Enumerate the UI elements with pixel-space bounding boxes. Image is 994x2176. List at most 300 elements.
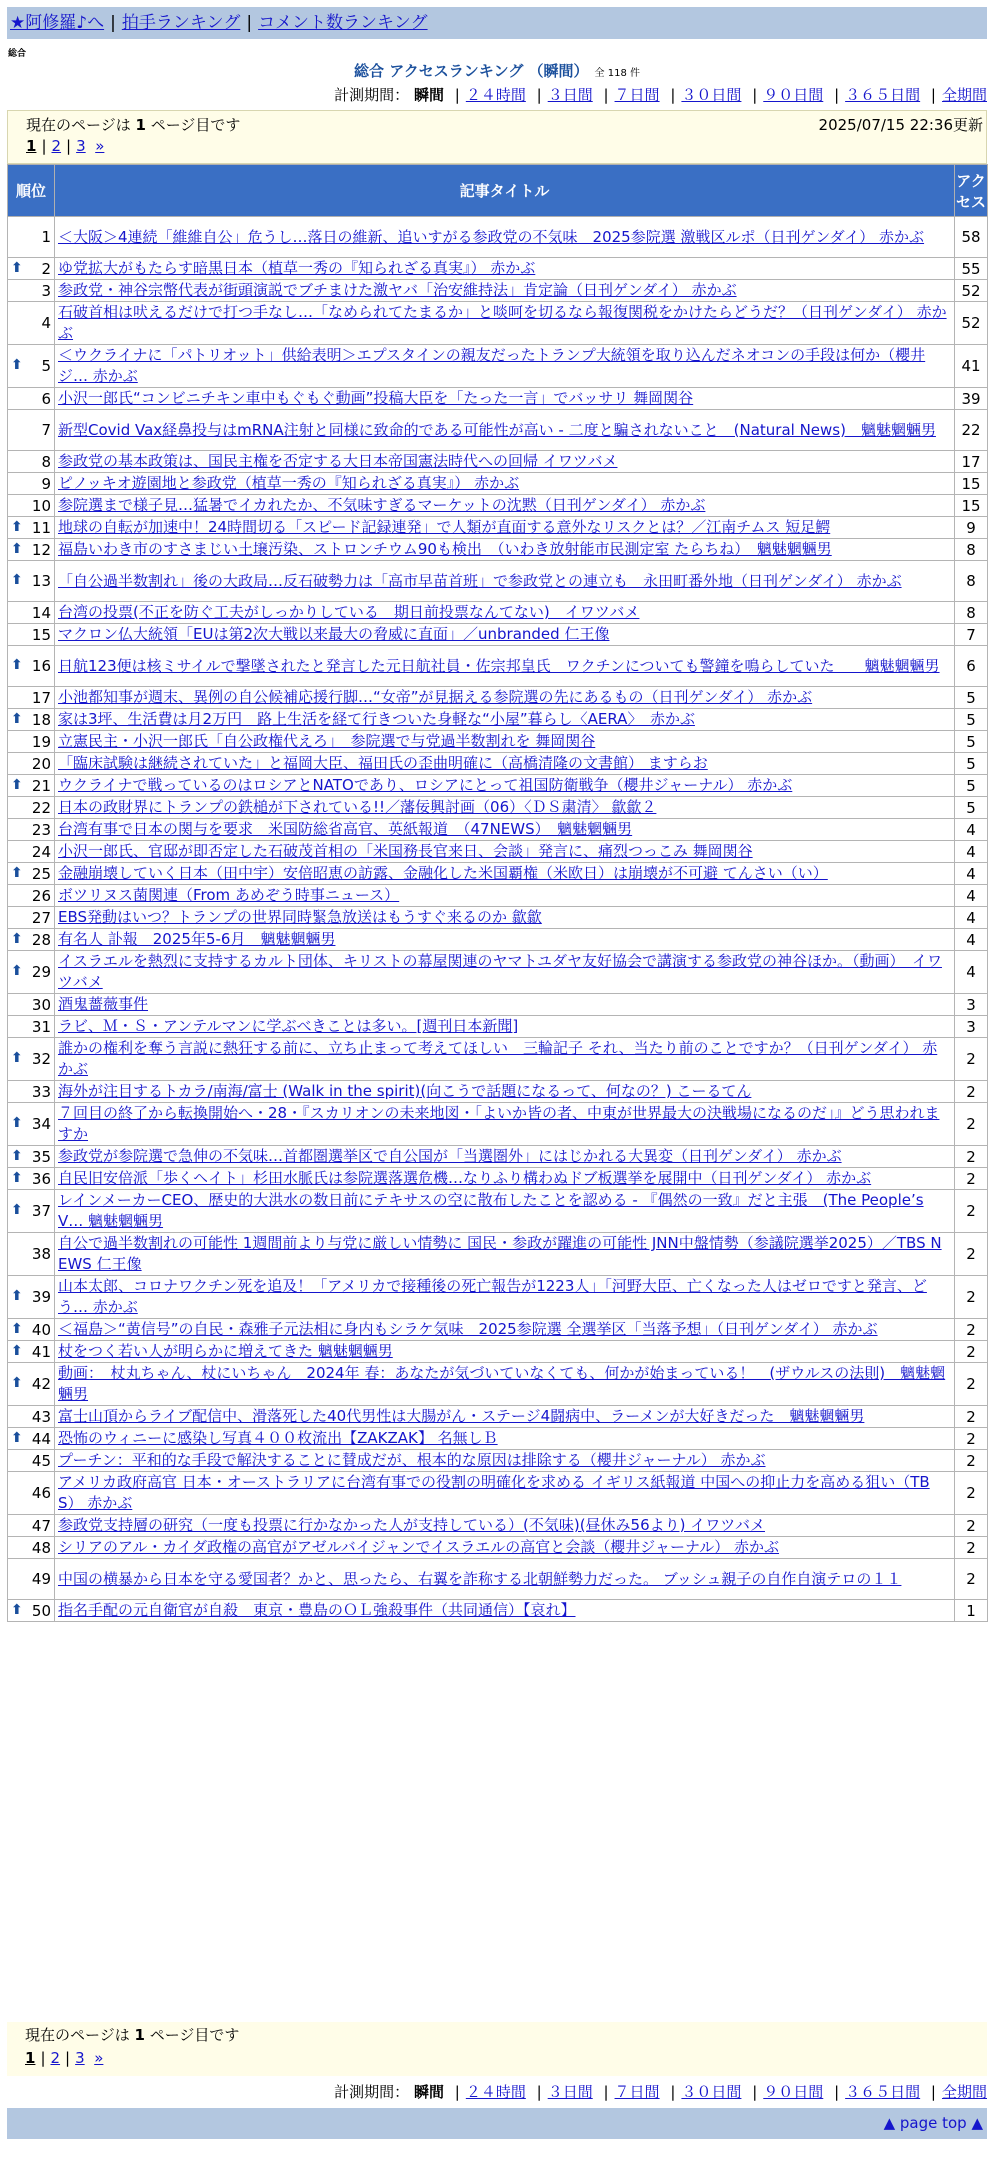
rank-number: 46 [31,1484,51,1502]
table-row [8,951,988,994]
article-title-link[interactable]: ウクライナで戦っているのはロシアとNATOであり、ロシアにとって祖国防衛戦争（櫻井ジャーナル） 赤かぶ [58,776,793,794]
rank-number: 43 [31,1407,51,1426]
rank-number: 12 [31,540,51,559]
rank-cell [8,495,55,517]
rank-number: 1 [41,228,51,246]
article-title-link[interactable]: 「臨床試験は継続されていた」と福岡大臣、福田氏の歪曲明確に（高橋清隆の文書館） ますらお [58,754,708,772]
rank-up-arrow-icon: ⬆ [11,776,23,793]
rank-cell [8,819,55,841]
rank-number: 45 [31,1451,51,1470]
page-link-1[interactable]: 1 [26,137,37,155]
rank-up-arrow-icon: ⬆ [11,1429,23,1446]
rank-number: 27 [31,908,51,927]
table-row [8,1146,988,1168]
rank-cell [8,1472,55,1515]
period-link-24h-bottom[interactable]: ２４時間 [465,2083,526,2101]
title-cell [55,1363,955,1406]
rank-cell [8,561,55,602]
title-cell [55,451,955,473]
article-title-link[interactable]: ゆ党拡大がもたらす暗黒日本（植草一秀の『知られざる真実』） 赤かぶ [58,259,536,277]
article-title-link[interactable]: 酒鬼薔薇事件 [58,995,149,1013]
table-row [8,410,988,451]
period-link-all[interactable]: 全期間 [941,86,987,104]
rank-cell [8,731,55,753]
table-row [8,258,988,280]
rank-up-arrow-icon: ⬆ [11,930,23,947]
rank-up-arrow-icon: ⬆ [11,657,23,673]
title-cell [55,1428,955,1450]
rank-cell [8,1233,55,1276]
access-count: 39 [955,388,988,410]
article-title-link[interactable]: 日航123便は核ミサイルで撃墜されたと発言した元日航社員・佐宗邦皇氏 ワクチンについても警鐘を鳴らしていた 魑魅魍魎男 [58,656,940,675]
rank-cell [8,258,55,280]
period-link-3d[interactable]: ３日間 [547,86,593,104]
article-title-link[interactable]: 参政党の基本政策は、国民主権を否定する大日本帝国憲法時代への回帰 イワツバメ [58,452,618,470]
table-row [8,602,988,624]
updated-timestamp: 2025/07/15 22:36更新 [818,116,983,134]
home-link[interactable]: ★阿修羅♪へ [10,13,105,33]
table-row [8,1537,988,1559]
article-title-link[interactable]: 山本太郎、コロナワクチン死を追及！「アメリカで接種後の死亡報告が1223人」「河野大臣、亡くなった人はゼロですと発言、どう… 赤かぶ [58,1277,927,1316]
access-count: 41 [955,345,988,388]
title-cell [55,280,955,302]
rank-number: 47 [31,1516,51,1535]
period-selector-top: 計測期間： 瞬間 | ２４時間 | ３日間 | ７日間 | ３０日間 | ９０日間 | ３６５日間 | 全期間 [334,86,987,104]
article-title-link[interactable]: マクロン仏大統領「EUは第2次大戦以来最大の脅威に直面」／unbranded 仁王像 [58,625,610,643]
period-link-90d-bottom[interactable]: ９０日間 [763,2083,824,2101]
next-page-link[interactable]: » [95,137,105,155]
title-cell [55,775,955,797]
article-title-link[interactable]: ＜ウクライナに「パトリオット」供給表明＞エプスタインの親友だったトランプ大統領を取り込んだネオコンの手段は何か（櫻井ジ… 赤かぶ [58,346,926,385]
article-title-link[interactable]: 恐怖のウィニーに感染し写真４００枚流出【ZAKZAK】 名無しＢ [58,1429,498,1447]
current-page-text: 現在のページは 1 ページ目です [26,116,241,134]
table-row [8,1103,988,1146]
article-title-link[interactable]: 参政党支持層の研究（一度も投票に行かなかった人が支持している）(不気味)(昼休み56より) イワツバメ [58,1516,765,1534]
article-title-link[interactable]: 参院選まで様子見…猛暑でイカれたか、不気味すぎるマーケットの沈黙（日刊ゲンダイ） 赤かぶ [58,496,706,514]
period-label: 計測期間： [334,86,410,104]
access-count: 4 [955,885,988,907]
rank-number: 8 [41,452,51,471]
title-cell [55,388,955,410]
table-row [8,1168,988,1190]
table-row [8,907,988,929]
rank-number: 25 [31,864,51,883]
table-row [8,561,988,602]
title-cell [55,929,955,951]
rank-cell [8,797,55,819]
article-title-link[interactable]: 台湾の投票(不正を防ぐ工夫がしっかりしている 期日前投票なんてない) イワツバメ [58,603,640,621]
title-cell [55,1319,955,1341]
table-row [8,539,988,561]
page-title [0,60,994,81]
current-page-text-bottom: 現在のページは 1 ページ目です [25,2026,240,2044]
period-link-24h[interactable]: ２４時間 [465,86,526,104]
rank-cell [8,217,55,258]
ranking-table [7,164,988,1622]
rank-number: 33 [31,1082,51,1101]
access-count: 9 [955,517,988,539]
article-title-link[interactable]: ＜大阪＞4連続「維維自公」危うし…落日の維新、追いすがる参政党の不気味 2025参院選 激戦区ルポ（日刊ゲンダイ） 赤かぶ [58,227,925,246]
access-count: 52 [955,302,988,345]
rank-number: 21 [31,776,51,795]
article-title-link[interactable]: ボツリヌス菌関連（From あめぞう時事ニュース） [58,886,400,904]
article-title-link[interactable]: 新型Covid Vax経鼻投与はmRNA注射と同様に致命的である可能性が高い - 二度と騙されないこと (Natural News) 魑魅魍魎男 [58,420,936,439]
article-title-link[interactable]: プーチン：平和的な手段で解決することに賛成だが、根本的な原因は排除する（櫻井ジャーナル） 赤かぶ [58,1451,766,1469]
table-row [8,687,988,709]
period-link-30d[interactable]: ３０日間 [681,86,742,104]
table-row [8,1016,988,1038]
article-title-link[interactable]: 地球の自転が加速中！24時間切る「スピード記録連発」で人類が直面する意外なリスクとは？／江南チムス 短足鰐 [58,518,831,536]
rank-number: 19 [31,732,51,751]
access-count: 3 [955,1016,988,1038]
period-link-7d[interactable]: ７日間 [614,86,660,104]
table-row [8,1038,988,1081]
access-count: 5 [955,797,988,819]
rank-cell [8,473,55,495]
table-row [8,473,988,495]
rank-up-arrow-icon: ⬆ [11,1202,23,1218]
comment-ranking-link[interactable]: コメント数ランキング [258,13,428,33]
access-count: 8 [955,602,988,624]
rank-cell [8,753,55,775]
title-cell [55,753,955,775]
title-cell [55,1146,955,1168]
rank-cell [8,1319,55,1341]
rank-number: 42 [31,1375,51,1393]
rank-cell [8,646,55,687]
rank-cell [8,907,55,929]
table-row [8,345,988,388]
article-title-link[interactable]: 小沢一郎氏、官邸が即否定した石破茂首相の「米国務長官来日、会談」発言に、痛烈つっこみ 舞岡関谷 [58,842,753,860]
article-title-link[interactable]: ＜福島＞“黄信号”の自民・森雅子元法相に身内もシラケ気味 2025参院選 全選挙区「当落予想」（日刊ゲンダイ） 赤かぶ [58,1320,878,1338]
rank-number: 9 [41,474,51,493]
table-row [8,1559,988,1600]
access-count: 2 [955,1103,988,1146]
article-title-link[interactable]: 中国の横暴から日本を守る愛国者？かと、思ったら、右翼を詐称する北朝鮮勢力だった。 ブッシュ親子の自作自演テロの１１ [58,1569,902,1588]
rank-number: 4 [41,314,51,332]
article-title-link[interactable]: シリアのアル・カイダ政権の高官がアゼルバイジャンでイスラエルの高官と会談（櫻井ジャーナル） 赤かぶ [58,1538,780,1556]
title-cell [55,1081,955,1103]
period-link-7d-bottom[interactable]: ７日間 [614,2083,660,2101]
col-rank: 順位 [8,165,55,217]
table-row [8,709,988,731]
table-row [8,885,988,907]
article-title-link[interactable]: 自民旧安倍派「歩くヘイト」杉田水脈氏は参院選落選危機…なりふり構わぬドブ板選挙を展開中（日刊ゲンダイ） 赤かぶ [58,1169,872,1187]
next-page-link-bottom[interactable]: » [94,2049,104,2067]
rank-cell [8,410,55,451]
article-title-link[interactable]: 小池都知事が週末、異例の自公候補応援行脚…“女帝”が見据える参院選の先にあるもの（日刊ゲンダイ） 赤かぶ [58,688,813,706]
rank-number: 48 [31,1538,51,1557]
article-title-link[interactable]: 日本の政財界にトランプの鉄槌が下されている!!／藩佞興討画（06）〈ＤＳ粛清〉 歙歙２ [58,798,657,816]
rank-number: 26 [31,886,51,905]
rank-up-arrow-icon: ⬆ [11,1288,23,1304]
page-link-2-bottom[interactable]: 2 [50,2049,61,2067]
rank-cell [8,1276,55,1319]
table-row [8,217,988,258]
rank-up-arrow-icon: ⬆ [11,963,23,979]
rank-number: 18 [31,710,51,729]
title-cell [55,1472,955,1515]
rank-cell [8,994,55,1016]
table-row [8,1428,988,1450]
rank-cell [8,1168,55,1190]
rank-cell [8,345,55,388]
rank-number: 37 [31,1202,51,1220]
bottom-bar [7,2108,987,2139]
access-count: 7 [955,624,988,646]
access-count: 2 [955,1406,988,1428]
rank-up-arrow-icon: ⬆ [11,1169,23,1186]
rank-cell [8,1428,55,1450]
table-row [8,841,988,863]
rank-up-arrow-icon: ⬆ [11,1115,23,1131]
title-cell [55,819,955,841]
table-row [8,1406,988,1428]
access-count: 4 [955,841,988,863]
rank-cell [8,1341,55,1363]
access-count: 5 [955,753,988,775]
access-count: 5 [955,731,988,753]
rank-up-arrow-icon: ⬆ [11,1320,23,1337]
title-cell [55,863,955,885]
article-title-link[interactable]: 小沢一郎氏“コンビニチキン車中もぐもぐ動画”投稿大臣を「たった一言」でバッサリ 舞岡関谷 [58,389,694,407]
title-cell [55,561,955,602]
rank-number: 11 [31,518,51,537]
table-row [8,495,988,517]
access-count: 8 [955,539,988,561]
access-count: 2 [955,1559,988,1600]
rank-cell [8,687,55,709]
clap-ranking-link[interactable]: 拍手ランキング [121,13,241,33]
title-cell [55,517,955,539]
rank-cell [8,1406,55,1428]
article-title-link[interactable]: 動画： 杖丸ちゃん、杖にいちゃん 2024年 春：あなたが気づいていなくても、何かが始まっている！ (ザウルスの法則) 魑魅魍魎男 [58,1364,946,1403]
access-count: 8 [955,561,988,602]
rank-cell [8,1190,55,1233]
article-title-link[interactable]: EBS発動はいつ？トランプの世界同時緊急放送はもうすぐ来るのか 歙歙 [58,908,542,926]
access-count: 5 [955,687,988,709]
table-row [8,797,988,819]
rank-cell [8,1515,55,1537]
rank-cell [8,1363,55,1406]
rank-cell [8,1450,55,1472]
access-count: 2 [955,1038,988,1081]
rank-number: 32 [31,1050,51,1068]
page-link-3-bottom[interactable]: 3 [75,2049,85,2067]
table-row [8,1233,988,1276]
title-cell [55,1233,955,1276]
article-title-link[interactable]: 誰かの権利を奪う言説に熱狂する前に、立ち止まって考えてほしい 三輪記子 それ、当たり前のことですか？（日刊ゲンダイ） 赤かぶ [58,1039,938,1078]
col-access: アクセス [955,165,988,217]
title-cell [55,624,955,646]
title-cell [55,258,955,280]
table-row [8,302,988,345]
rank-up-arrow-icon: ⬆ [11,518,23,535]
page-link-3[interactable]: 3 [76,137,86,155]
article-title-link[interactable]: 立憲民主・小沢一郎氏「自公政権代えろ」 参院選で与党過半数割れを 舞岡関谷 [58,732,596,750]
article-title-link[interactable]: 参政党が参院選で急伸の不気味…首都圏選挙区で自公国が「当選圏外」にはじかれる大異変（日刊ゲンダイ） 赤かぶ [58,1147,842,1165]
table-row [8,863,988,885]
rank-number: 17 [31,688,51,707]
top-nav-bar: ★阿修羅♪へ | 拍手ランキング | コメント数ランキング [7,7,987,39]
article-title-link[interactable]: レインメーカーCEO、歴史的大洪水の数日前にテキサスの空に散布したことを認める - 『偶然の一致』だと主張 (The People’s V… 魑魅魍魎男 [58,1191,924,1230]
access-count: 4 [955,929,988,951]
period-link-30d-bottom[interactable]: ３０日間 [681,2083,742,2101]
table-row [8,929,988,951]
access-count: 2 [955,1363,988,1406]
article-title-link[interactable]: 自公で過半数割れの可能性 1週間前より与党に厳しい情勢に 国民・参政が躍進の可能性 JNN中盤情勢（参議院選挙2025）／TBS NEWS 仁王像 [58,1234,942,1273]
rank-number: 6 [41,389,51,408]
period-link-90d[interactable]: ９０日間 [763,86,824,104]
table-row [8,1319,988,1341]
rank-cell [8,602,55,624]
rank-cell [8,517,55,539]
table-row [8,731,988,753]
table-row [8,1081,988,1103]
rank-number: 49 [31,1570,51,1588]
title-cell [55,951,955,994]
title-cell [55,994,955,1016]
page-links: 1 | 2 | 3 » [26,137,105,155]
access-count: 52 [955,280,988,302]
article-title-link[interactable]: ７回目の終了から転換開始へ・28・『スカリオンの未来地図・「よいか皆の者、中東が世界最大の決戦場になるのだ」』どう思われますか [58,1104,940,1143]
table-row [8,1276,988,1319]
article-title-link[interactable]: イスラエルを熱烈に支持するカルト団体、キリストの幕屋関連のヤマトユダヤ友好協会で講演する参政党の神谷ほか。（動画） イワツバメ [58,952,942,991]
article-title-link[interactable]: アメリカ政府高官 日本・オーストラリアに台湾有事での役割の明確化を求める イギリス紙報道 中国への抑止力を高める狙い（TBS） 赤かぶ [58,1473,930,1512]
title-cell [55,302,955,345]
article-title-link[interactable]: 「自公過半数割れ」後の大政局…反石破勢力は「高市早苗首班」で参政党との連立も 永田町番外地（日刊ゲンダイ） 赤かぶ [58,571,902,590]
ranking-table-body [8,217,988,1622]
page-link-1-bottom[interactable]: 1 [25,2049,36,2067]
article-title-link[interactable]: ラビ、Ｍ・Ｓ・アンテルマンに学ぶべきことは多い。[週刊日本新聞] [58,1017,519,1035]
rank-number: 5 [41,357,51,375]
period-link-365d[interactable]: ３６５日間 [845,86,921,104]
article-title-link[interactable]: 家は3坪、生活費は月2万円 路上生活を経て行きついた身軽な“小屋”暮らし〈AERA〉 赤かぶ [58,710,695,728]
rank-cell [8,1537,55,1559]
rank-cell [8,1081,55,1103]
rank-up-arrow-icon: ⬆ [11,540,23,557]
access-count: 6 [955,646,988,687]
article-title-link[interactable]: 金融崩壊していく日本（田中宇）安倍昭恵の訪露、金融化した米国覇権（米欧日）は崩壊が不可避 てんさい（い） [58,864,828,882]
rank-up-arrow-icon: ⬆ [11,357,23,373]
period-link-3d-bottom[interactable]: ３日間 [547,2083,593,2101]
title-cell [55,1559,955,1600]
title-cell [55,709,955,731]
rank-number: 40 [31,1320,51,1339]
article-title-link[interactable]: 杖をつく若い人が明らかに増えてきた 魑魅魍魎男 [58,1342,393,1360]
title-cell [55,1600,955,1622]
access-count: 2 [955,1081,988,1103]
access-count: 17 [955,451,988,473]
access-count: 55 [955,258,988,280]
table-row [8,646,988,687]
access-count: 15 [955,473,988,495]
title-cell [55,841,955,863]
article-title-link[interactable]: 石破首相は吠えるだけで打つ手なし…「なめられてたまるか」と啖呵を切るなら報復関税をかけたらどうだ？（日刊ゲンダイ） 赤かぶ [58,303,947,342]
article-title-link[interactable]: 参政党・神谷宗幣代表が街頭演説でブチまけた激ヤバ「治安維持法」肯定論（日刊ゲンダイ） 赤かぶ [58,281,737,299]
rank-number: 39 [31,1288,51,1306]
page-top-link[interactable]: ▲ page top ▲ [883,2114,983,2132]
article-title-link[interactable]: 有名人 訃報 2025年5-6月 魑魅魍魎男 [58,930,336,948]
rank-cell [8,951,55,994]
rank-cell [8,451,55,473]
rank-cell [8,1038,55,1081]
title-cell [55,1038,955,1081]
access-count: 2 [955,1450,988,1472]
rank-cell [8,863,55,885]
period-link-all-bottom[interactable]: 全期間 [941,2083,987,2101]
rank-up-arrow-icon: ⬆ [11,1375,23,1391]
table-row [8,1450,988,1472]
rank-cell [8,1600,55,1622]
title-cell [55,1406,955,1428]
title-cell [55,345,955,388]
period-current: 瞬間 [413,86,444,104]
rank-number: 44 [31,1429,51,1448]
table-row [8,1515,988,1537]
title-cell [55,1168,955,1190]
title-cell [55,1515,955,1537]
category-label: 総合 [8,49,27,59]
access-count: 3 [955,994,988,1016]
title-cell [55,797,955,819]
article-title-link[interactable]: 指名手配の元自衛官が自殺 東京・豊島のＯＬ強殺事件（共同通信）【哀れ】 [58,1601,576,1619]
article-title-link[interactable]: 海外が注目するトカラ/南海/富士 (Walk in the spirit)(向こうで話題になるって、何なの？) こーるてん [58,1082,752,1100]
table-row [8,775,988,797]
access-count: 4 [955,819,988,841]
title-cell [55,1016,955,1038]
table-row [8,1190,988,1233]
title-cell [55,410,955,451]
access-count: 2 [955,1319,988,1341]
article-title-link[interactable]: 富士山頂からライブ配信中、滑落死した40代男性は大腸がん・ステージ4闘病中、ラーメンが大好きだった 魑魅魍魎男 [58,1407,865,1425]
table-row [8,280,988,302]
access-count: 2 [955,1472,988,1515]
total-count: 全 118 件 [594,68,640,79]
title-cell [55,217,955,258]
rank-number: 14 [31,603,51,622]
article-title-link[interactable]: 台湾有事で日本の関与を要求 米国防総省高官、英紙報道 （47NEWS） 魑魅魍魎男 [58,820,633,838]
access-count: 2 [955,1428,988,1450]
title-cell [55,731,955,753]
rank-cell [8,841,55,863]
title-cell [55,495,955,517]
access-count: 2 [955,1168,988,1190]
page-link-2[interactable]: 2 [51,137,62,155]
title-cell [55,907,955,929]
table-row [8,753,988,775]
rank-number: 34 [31,1115,51,1133]
pager-bottom [7,2022,987,2076]
rank-number: 7 [41,421,51,439]
rank-number: 3 [41,281,51,300]
access-count: 5 [955,709,988,731]
rank-number: 24 [31,842,51,861]
title-cell [55,1276,955,1319]
rank-cell [8,280,55,302]
rank-cell [8,302,55,345]
table-row [8,1600,988,1622]
period-link-365d-bottom[interactable]: ３６５日間 [845,2083,921,2101]
article-title-link[interactable]: 福島いわき市のすさまじい土壌汚染、ストロンチウム90も検出 （いわき放射能市民測定室 たらちね） 魑魅魍魎男 [58,540,832,558]
rank-cell [8,775,55,797]
access-count: 1 [955,1600,988,1622]
title-cell [55,473,955,495]
rank-up-arrow-icon: ⬆ [11,1147,23,1164]
page-title-text: 総合 アクセスランキング （瞬間） [354,62,589,80]
access-count: 22 [955,410,988,451]
article-title-link[interactable]: ピノッキオ遊園地と参政党（植草一秀の『知られざる真実』） 赤かぶ [58,474,520,492]
